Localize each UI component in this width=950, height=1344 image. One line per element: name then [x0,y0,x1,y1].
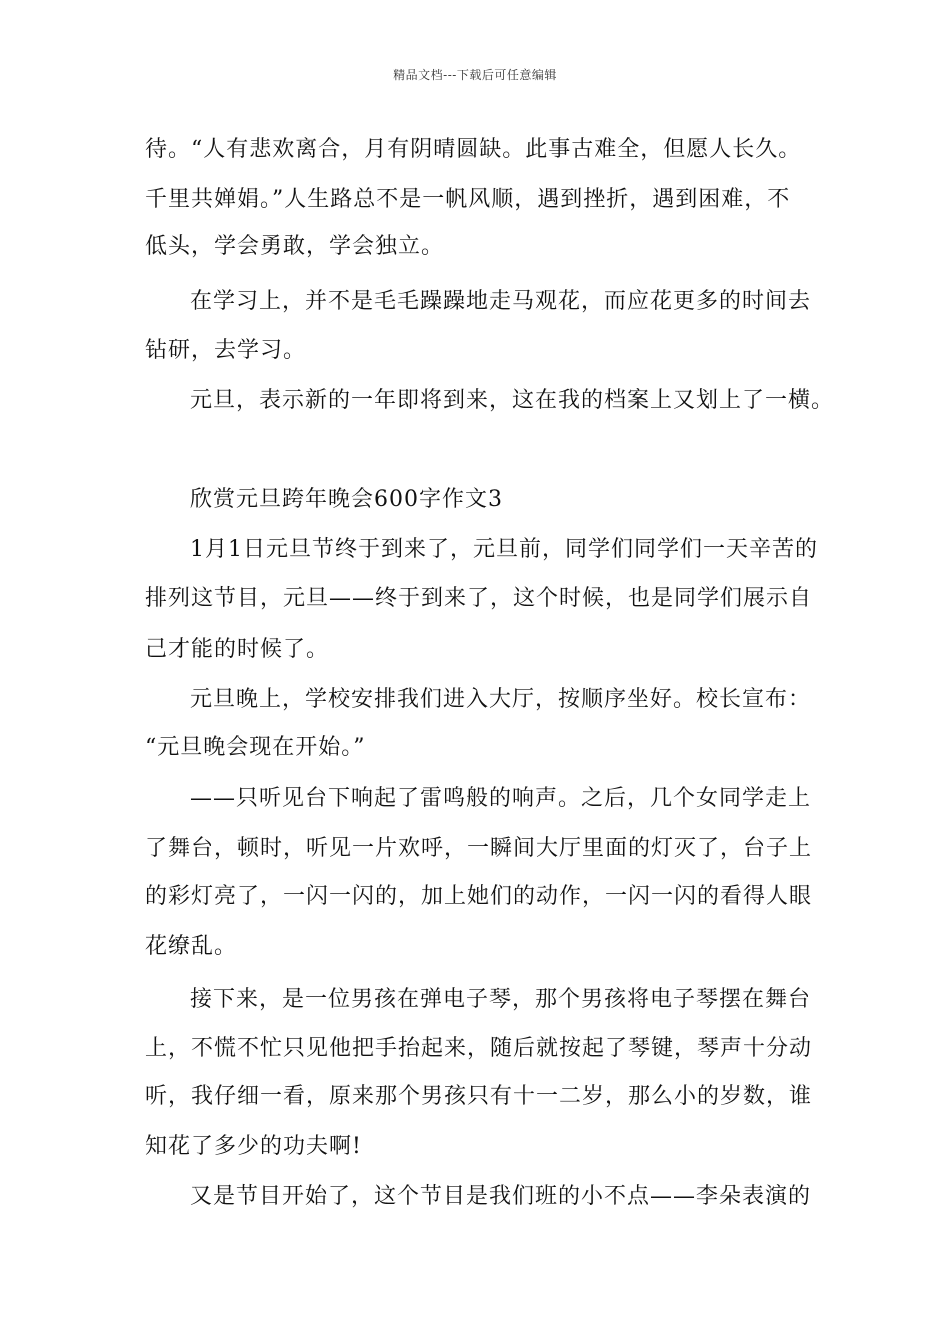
text-line: 的彩灯亮了，一闪一闪的，加上她们的动作，一闪一闪的看得人眼 [145,884,813,909]
text-line: 钻研，去学习。 [145,338,307,363]
text-line: 己才能的时候了。 [145,637,330,662]
page-header: 精品文档---下载后可任意编辑 [393,68,557,82]
section-heading: 欣赏元旦跨年晚会600字作文3 [190,487,503,512]
text-line: 上，不慌不忙只见他把手抬起来，随后就按起了琴键，琴声十分动 [145,1036,813,1061]
text-line: 花缭乱。 [145,934,238,959]
text-line: “元旦晚会现在开始。” [145,735,366,760]
text-line: 1月1日元旦节终于到来了，元旦前，同学们同学们一天辛苦的 [190,537,818,562]
text-line: 在学习上，并不是毛毛躁躁地走马观花，而应花更多的时间去 [190,289,812,314]
text-line: 待。“人有悲欢离合，月有阴晴圆缺。此事古难全，但愿人长久。 [145,137,802,162]
text-line: 低头，学会勇敢，学会独立。 [145,234,445,259]
text-line: 又是节目开始了，这个节目是我们班的小不点——李朵表演的 [190,1184,812,1209]
text-line: 元旦，表示新的一年即将到来，这在我的档案上又划上了一横。 [190,388,835,413]
text-line: 千里共婵娟。”人生路总不是一帆风顺，遇到挫折，遇到困难，不 [145,187,791,212]
text-line: ——只听见台下响起了雷鸣般的响声。之后，几个女同学走上 [190,786,812,811]
text-line: 接下来，是一位男孩在弹电子琴，那个男孩将电子琴摆在舞台 [190,987,812,1012]
text-line: 元旦晚上，学校安排我们进入大厅，按顺序坐好。校长宣布： [190,687,812,712]
text-line: 了舞台，顿时，听见一片欢呼，一瞬间大厅里面的灯灭了，台子上 [145,836,813,861]
text-line: 听，我仔细一看，原来那个男孩只有十一二岁，那么小的岁数，谁 [145,1084,813,1109]
text-line: 排列这节目，元旦——终于到来了，这个时候，也是同学们展示自 [145,586,813,611]
text-line: 知花了多少的功夫啊! [145,1134,362,1159]
